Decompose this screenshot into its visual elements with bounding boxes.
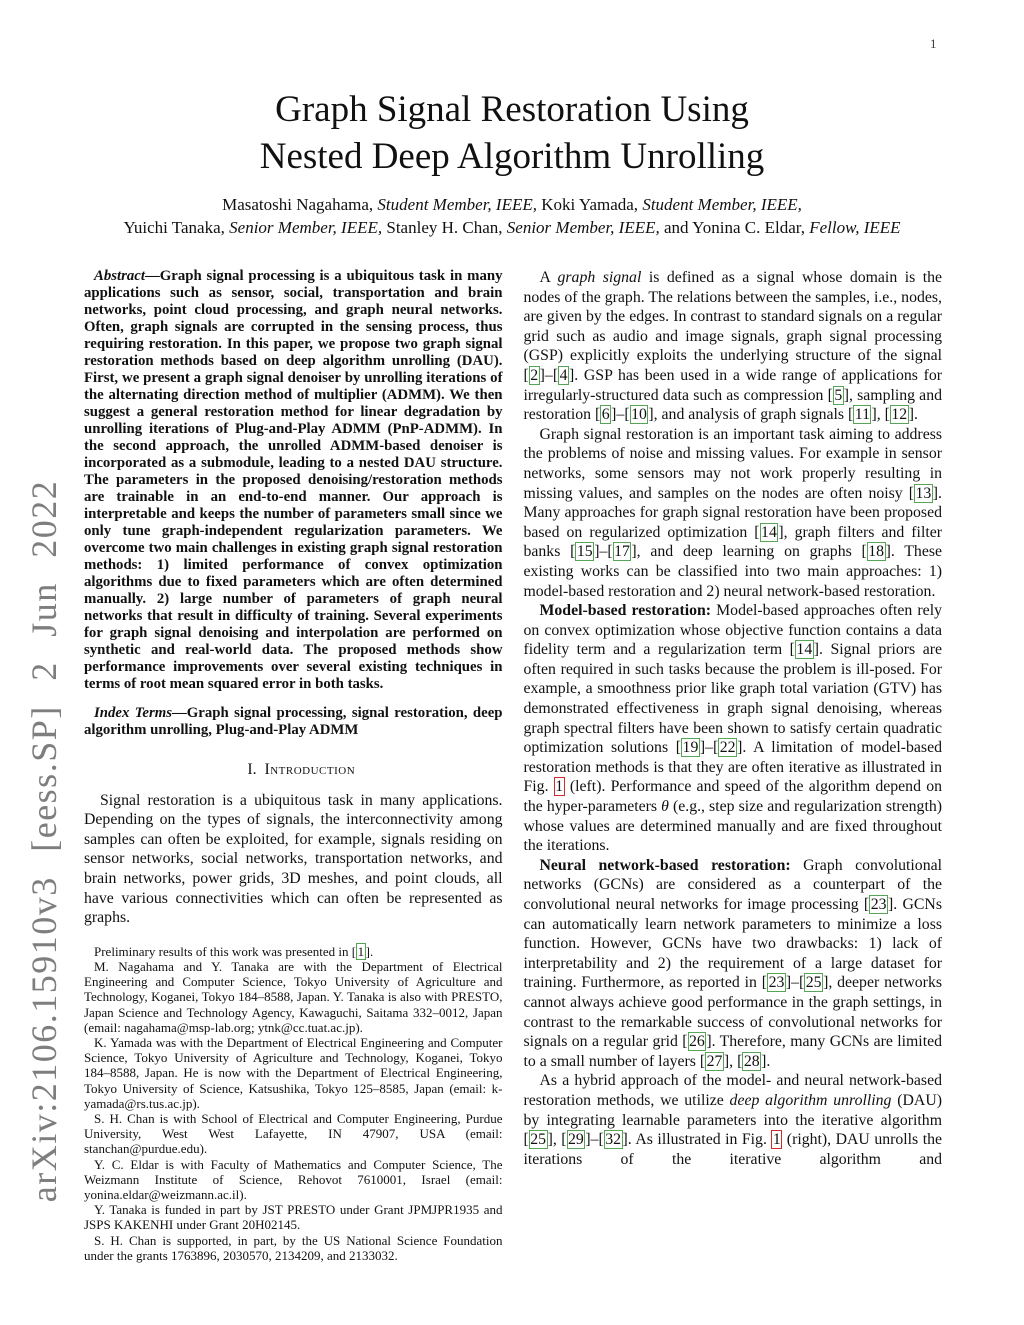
left-column (84, 268, 503, 1324)
text-span: graph signal (557, 269, 642, 286)
citation-link[interactable]: 10 (631, 406, 647, 424)
author-line: Masatoshi Nagahama, Student Member, IEEE, Koki Yamada, Student Member, IEEE, (222, 195, 802, 214)
author-line: Yuichi Tanaka, Senior Member, IEEE, Stanley H. Chan, Senior Member, IEEE, and Yonina C. Eldar, Fellow, IEEE (123, 218, 901, 237)
citation-link[interactable]: 14 (796, 641, 813, 659)
footnote: Y. Tanaka is funded in part by JST PRESTO under Grant JPMJPR1935 and JSPS KAKENHI under Grant 20H02145. (84, 1202, 503, 1233)
citation-link[interactable]: 23 (768, 974, 785, 992)
text-span: Index Terms (94, 705, 172, 721)
paper-title-line1: Graph Signal Restoration Using (275, 89, 749, 130)
footnote: S. H. Chan is supported, in part, by the US National Science Foundation under the grants 1763896, 2030570, 2134209, and 2133032. (84, 1232, 503, 1263)
page-number: 1 (930, 36, 937, 51)
citation-link[interactable]: 23 (870, 896, 887, 913)
body-paragraph: A graph signal is defined as a signal whose domain is the nodes of the graph. The relations between the samples, i.e., nodes, are given by the edges. In contrast to standard signals on a regular grid such as audio and image signals, graph signal processing (GSP) explicitly exploits the underlying structure of the signal [2]–[4]. GSP has been used in a wide range of applications for irregularly-structured data such as compression [5], sampling and restoration [6]–[10], and analysis of graph signals [11], [12]. (523, 269, 942, 424)
text-span: Model-based restoration: (539, 602, 717, 620)
footnote: Y. C. Eldar is with Faculty of Mathematics and Computer Science, The Weizmann Institute of Science, Rehovot 7610001, Israel (email: yonina.eldar@weizmann.ac.il). (84, 1156, 503, 1202)
text-span: Student Member, IEEE, (377, 195, 537, 214)
citation-link[interactable]: 5 (834, 386, 843, 404)
paper-header (0, 0, 1024, 239)
arxiv-watermark: arXiv:2106.15910v3 [eess.SP] 2 Jun 2022 (24, 479, 64, 1203)
right-column (524, 268, 943, 1324)
text-span: Neural network-based restoration: (539, 856, 804, 874)
citation-link[interactable]: 29 (568, 1131, 584, 1149)
footnote: K. Yamada was with the Department of Electrical Engineering and Computer Science, Tokyo University of Agriculture and Technology, Koganei, Tokyo 184–8588, Japan. He is now with the Department of Electrical Engineering, Tokyo University of Science, Katsushika, Tokyo 125–8585, Japan (email: k-yamada@rs.tus.ac.jp). (84, 1034, 503, 1111)
citation-link[interactable]: 13 (915, 484, 932, 502)
citation-link[interactable]: 2 (530, 366, 539, 384)
two-column-body (84, 268, 942, 1324)
text-span: Introduction (264, 761, 356, 778)
footnote: M. Nagahama and Y. Tanaka are with the Department of Electrical Engineering and Computer Science, Tokyo University of Agriculture and Technology, Koganei, Tokyo 184–8588, Japan. Y. Tanaka is also with PRESTO, Japan Science and Technology Agency, Kawaguchi, Saitama 332–0012, Japan (email: nagahama@msp-lab.org; ytnk@cc.tuat.ac.jp). (84, 958, 503, 1035)
figure-ref-link[interactable]: 1 (772, 1131, 781, 1149)
citation-link[interactable]: 25 (530, 1131, 547, 1149)
citation-link[interactable]: 6 (601, 406, 610, 424)
body-paragraph: Model-based restoration: Model-based approaches often rely on convex optimization whose objective function contains a data fidelity term and a regularization term [14]. Signal priors are often required in such tasks because the problem is ill-posed. For example, a smoothness prior like graph total variation (GTV) has demonstrated effectiveness in graph signal denoising, whereas graph spectral filters have been shown to satisfy certain quadratic optimization solutions [19]–[22]. A limitation of model-based restoration methods is that they are often iterative as illustrated in Fig. 1 (left). Performance and speed of the algorithm depend on the hyper-parameters θ (e.g., step size and regularization strength) whose values are determined manually and are fixed throughout the iterations. (523, 602, 942, 855)
citation-link[interactable]: 11 (854, 406, 870, 424)
citation-link[interactable]: 15 (576, 543, 593, 561)
text-span: Fellow, IEEE (809, 218, 901, 237)
text-span: —Graph signal processing, signal restoration, deep algorithm unrolling, Plug-and-Play ADMM (84, 705, 503, 738)
footnote: Preliminary results of this work was presented in [ 1 ]. (94, 943, 374, 959)
text-span: deep algorithm unrolling (729, 1091, 892, 1109)
text-span: Senior Member, IEEE, (506, 218, 660, 237)
citation-link[interactable]: 12 (891, 406, 908, 424)
section-heading-introduction: I. Introduction (247, 761, 356, 778)
citation-link[interactable]: 17 (614, 543, 630, 561)
citation-link[interactable]: 19 (682, 739, 699, 757)
body-paragraph: As a hybrid approach of the model- and neural network-based restoration methods, we utilize deep algorithm unrolling (DAU) by integrating learnable parameters into the iterative algorithm [25], [29]–[32]. As illustrated in Fig. 1 (right), DAU unrolls the iterations of the iterative algorithm and (523, 1072, 942, 1168)
text-span: Senior Member, IEEE, (229, 218, 383, 237)
figure-ref-link[interactable]: 1 (555, 778, 564, 796)
citation-link[interactable]: 22 (719, 739, 736, 757)
citation-link[interactable]: 26 (689, 1033, 705, 1051)
paper-title (0, 86, 1024, 180)
citation-link[interactable]: 32 (605, 1131, 622, 1149)
intro-paragraph: Signal restoration is a ubiquitous task in many applications. Depending on the types of signals, the interconnectivity among samples can often be exploited, for example, signals residing on sensor networks, social networks, transportation networks, and brain networks, power grids, 3D meshes, and point clouds, all have various connectivities which can often be represented as graphs. (84, 791, 503, 927)
text-span: Student Member, IEEE, (642, 195, 802, 214)
citation-link[interactable]: 14 (761, 523, 777, 541)
citation-link[interactable]: 28 (743, 1052, 760, 1070)
body-paragraph: Graph signal restoration is an important task aiming to address the problems of noise and missing values. For example in sensor networks, some sensors may not work properly resulting in missing values, and samples on the nodes are often noisy [13]. Many approaches for graph signal restoration have been proposed based on regularized optimization [14], graph filters and filter banks [15]–[17], and deep learning on graphs [18]. These existing works can be classified into two main approaches: 1) model-based restoration and 2) neural network-based restoration. (523, 425, 942, 600)
footnote: S. H. Chan is with School of Electrical and Computer Engineering, Purdue University, West West Lafayette, IN 47907, USA (email: stanchan@purdue.edu). (84, 1110, 503, 1157)
text-span: Abstract (94, 268, 145, 284)
author-list (0, 193, 1024, 239)
text-span: θ (661, 798, 669, 816)
body-paragraph: Neural network-based restoration: Graph convolutional networks (GCNs) are considered as a counterpart of the convolutional neural networks for image processing [23]. GCNs can automatically learn network parameters to minimize a loss function. However, GCNs have two drawbacks: 1) lack of interpretability and 2) the requirement of a large dataset for training. Furthermore, as reported in [23]–[25], deeper networks cannot always achieve good performance in the graph settings, in contrast to the remarkable success of convolutional networks for signals on a regular grid [26]. Therefore, many GCNs are limited to a small number of layers [27], [28]. (523, 856, 942, 1070)
first-page-footnotes (84, 944, 503, 1263)
citation-link[interactable]: 18 (868, 543, 885, 561)
text-span: —Graph signal processing is a ubiquitous task in many applications such as sensor, social, transportation and brain networks, point cloud processing, and graph neural networks. Often, graph signals are corrupted in the sensing process, thus requiring restoration. In this paper, we propose two graph signal restoration methods based on deep algorithm unrolling (DAU). First, we present a graph signal denoiser by unrolling iterations of the alternating direction method of multiplier (ADMM). We then suggest a general restoration method for linear degradation by unrolling iterations of Plug-and-Play ADMM (PnP-ADMM). In the second approach, the unrolled ADMM-based denoiser is incorporated as a submodule, leading to a nested DAU structure. The parameters in the proposed denoising/restoration methods are trainable in an end-to-end manner. Our approach is interpretable and keeps the number of parameters small since we only tune graph-independent regularization parameters. We overcome two main challenges in existing graph signal restoration methods: 1) limited performance of convex optimization algorithms due to fixed parameters which are often determined manually. 2) large number of parameters of graph neural networks that result in difficulty of training. Several experiments for graph signal denoising and interpolation are performed on synthetic and real-world data. The proposed methods show performance improvements over several existing techniques in terms of root mean squared error in both tasks. (84, 268, 503, 692)
citation-link[interactable]: 1 (357, 943, 365, 959)
paper-title-line2: Nested Deep Algorithm Unrolling (259, 136, 765, 177)
citation-link[interactable]: 25 (805, 974, 822, 992)
index-terms (84, 705, 503, 739)
citation-link[interactable]: 4 (559, 366, 568, 384)
citation-link[interactable]: 27 (706, 1052, 723, 1070)
abstract (84, 268, 503, 693)
